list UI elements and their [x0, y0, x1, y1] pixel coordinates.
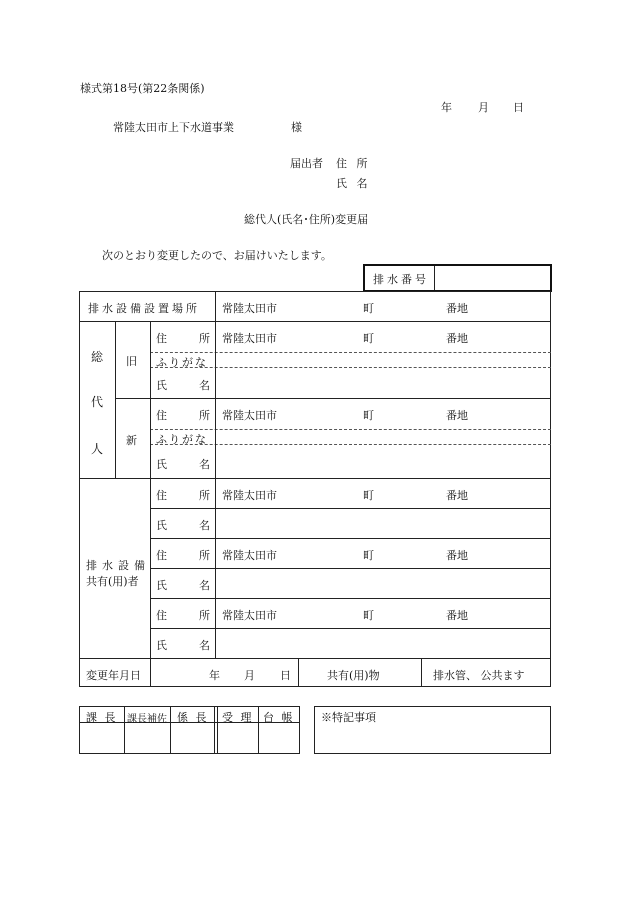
honorific: 様 — [291, 121, 302, 134]
location-town: 町 — [363, 302, 374, 315]
coowner1-town: 町 — [363, 489, 374, 502]
new-label: 新 — [126, 434, 137, 447]
coowner2-city: 常陸太田市 — [222, 549, 277, 562]
coowner1-address-label: 住 所 — [156, 489, 210, 502]
rep-label-3: 人 — [91, 442, 104, 456]
coowner2-town: 町 — [363, 549, 374, 562]
notifier-name-label: 氏 名 — [336, 177, 371, 190]
change-date-label: 変更年月日 — [86, 669, 141, 682]
date-month: 月 — [478, 101, 489, 114]
old-address-town: 町 — [363, 332, 374, 345]
shared-item-value: 排水管、 公共ます — [433, 669, 525, 682]
change-date-month: 月 — [244, 669, 255, 682]
coowner3-address-label: 住 所 — [156, 609, 210, 622]
old-label: 旧 — [126, 355, 137, 368]
coowner2-address-label: 住 所 — [156, 549, 210, 562]
date-year: 年 — [441, 101, 452, 114]
old-address-banchi: 番地 — [446, 332, 468, 345]
new-address-banchi: 番地 — [446, 409, 468, 422]
location-city: 常陸太田市 — [222, 302, 277, 315]
new-name-label: 氏 名 — [156, 458, 210, 471]
coowner2-banchi: 番地 — [446, 549, 468, 562]
coowner3-city: 常陸太田市 — [222, 609, 277, 622]
date-day: 日 — [513, 101, 524, 114]
new-furigana-label: ふりがな — [156, 433, 208, 446]
office-header-received: 受 理 — [222, 711, 254, 724]
notifier-label: 届出者 — [290, 157, 323, 170]
change-date-year: 年 — [209, 669, 220, 682]
shared-item-label: 共有(用)物 — [327, 669, 380, 682]
new-address-label: 住 所 — [156, 409, 210, 422]
new-address-town: 町 — [363, 409, 374, 422]
coowner1-banchi: 番地 — [446, 489, 468, 502]
addressee: 常陸太田市上下水道事業 — [113, 121, 234, 134]
office-header-deputy: 課長補佐 — [127, 714, 167, 725]
old-name-label: 氏 名 — [156, 379, 210, 392]
coowner3-name-label: 氏 名 — [156, 639, 210, 652]
location-label: 排水設備設置場所 — [88, 302, 200, 315]
rep-label-1: 総 — [91, 350, 104, 364]
form-title: 総代人(氏名･住所)変更届 — [244, 213, 369, 226]
remarks-label: ※特記事項 — [321, 711, 376, 724]
coowner3-banchi: 番地 — [446, 609, 468, 622]
old-furigana-label: ふりがな — [156, 356, 208, 369]
coowner3-town: 町 — [363, 609, 374, 622]
coowner-label-line2: 共有(用)者 — [86, 575, 139, 588]
coowner1-name-label: 氏 名 — [156, 519, 210, 532]
office-header-subsection-chief: 係 長 — [177, 711, 209, 724]
office-header-section-chief: 課 長 — [86, 711, 118, 724]
coowner-label-line1: 排水設備 — [86, 559, 150, 572]
notifier-address-label: 住 所 — [336, 157, 371, 170]
form-number: 様式第18号(第22条関係) — [80, 82, 205, 95]
drainage-number-label: 排水番号 — [373, 273, 429, 286]
old-address-city: 常陸太田市 — [222, 332, 277, 345]
coowner1-city: 常陸太田市 — [222, 489, 277, 502]
old-address-label: 住 所 — [156, 332, 210, 345]
intro-text: 次のとおり変更したので、お届けいたします。 — [102, 249, 332, 262]
rep-label-2: 代 — [91, 395, 104, 409]
office-header-ledger: 台 帳 — [263, 711, 295, 724]
coowner2-name-label: 氏 名 — [156, 579, 210, 592]
new-address-city: 常陸太田市 — [222, 409, 277, 422]
change-date-day: 日 — [280, 669, 291, 682]
location-banchi: 番地 — [446, 302, 468, 315]
